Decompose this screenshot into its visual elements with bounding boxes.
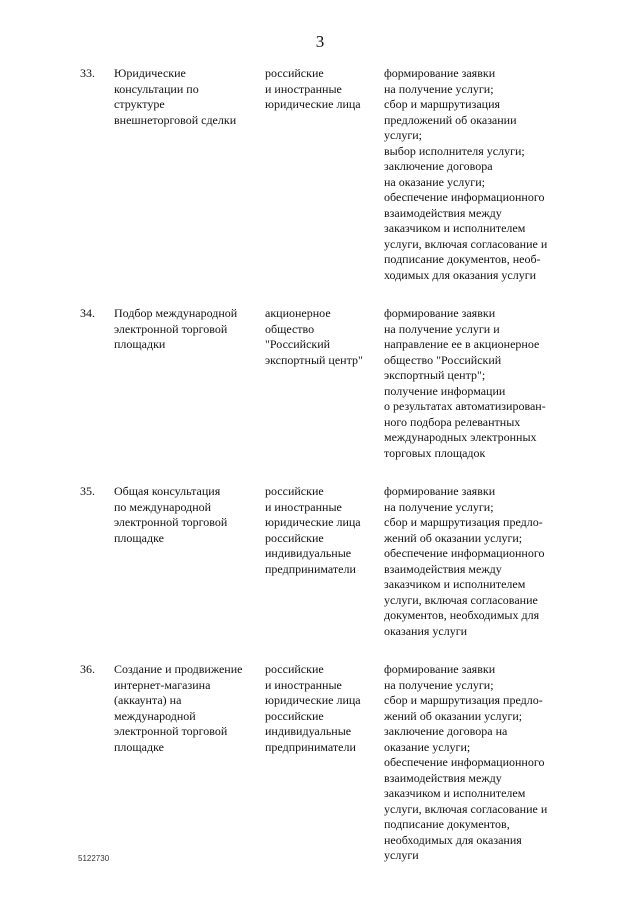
service-name-line: консультации по [114, 81, 199, 96]
service-actions-line: на получение услуги; [384, 677, 494, 692]
service-actions-line: общество "Российский [384, 352, 502, 367]
service-recipients-line: экспортный центр" [265, 352, 363, 367]
service-recipients-line: и иностранные [265, 499, 342, 514]
service-actions-line: заказчиком и исполнителем [384, 577, 526, 591]
service-actions-line: документов, необходимых для [384, 608, 540, 622]
service-actions-line: оказание услуги; [384, 739, 471, 754]
service-name-line: электронной торговой [114, 724, 228, 738]
service-name-line: электронной торговой [114, 321, 228, 336]
service-actions-line: получение информации [384, 383, 506, 398]
service-recipients-line: российские [265, 484, 324, 498]
service-actions-line: формирование заявки [384, 66, 496, 80]
service-name-line: интернет-магазина [114, 677, 211, 692]
service-recipients-line: и иностранные [265, 81, 342, 96]
service-actions [384, 484, 570, 639]
service-recipients [265, 66, 377, 113]
service-recipients-line: российские [265, 662, 324, 676]
service-actions-line: услуги [384, 848, 419, 862]
service-name-line: Подбор международной [114, 306, 238, 320]
service-actions-line: торговых площадок [384, 445, 486, 460]
service-actions-line: взаимодействия между [384, 770, 502, 785]
service-actions-line: сбор и маршрутизация предло- [384, 515, 543, 529]
service-actions-line: жений об оказании услуги; [384, 708, 523, 723]
service-actions-line: услуги, включая согласование и [384, 236, 548, 251]
service-recipients-line: российские [265, 530, 324, 545]
service-actions-line: обеспечение информационного [384, 190, 545, 204]
service-name-line: площадке [114, 739, 164, 754]
service-table [0, 66, 640, 864]
service-actions-line: оказания услуги [384, 623, 468, 638]
service-actions-line: услуги, включая согласование и [384, 801, 548, 816]
service-recipients-line: общество [265, 321, 315, 336]
service-actions-line: сбор и маршрутизация [384, 97, 501, 111]
service-actions-line: услуги, включая согласование [384, 592, 538, 607]
service-name-line: площадке [114, 530, 164, 545]
service-recipients-line: "Российский [265, 337, 331, 351]
service-actions-line: заключение договора [384, 159, 493, 173]
service-recipients-line: юридические лица [265, 515, 361, 529]
service-recipients-line: юридические лица [265, 97, 361, 111]
service-actions-line: направление ее в акционерное [384, 337, 540, 351]
row-number: 34. [80, 306, 95, 320]
service-recipients-line: индивидуальные [265, 546, 352, 560]
service-actions-line: экспортный центр"; [384, 368, 486, 382]
service-actions-line: предложений об оказании [384, 112, 517, 127]
service-name [114, 662, 254, 755]
service-recipients-line: предприниматели [265, 739, 356, 754]
service-name-line: площадки [114, 337, 166, 351]
service-actions-line: подписание документов, [384, 817, 510, 831]
service-actions-line: необходимых для оказания [384, 832, 522, 847]
service-actions-line: взаимодействия между [384, 205, 502, 220]
service-name [114, 66, 254, 128]
service-name-line: Общая консультация [114, 484, 221, 498]
service-recipients-line: и иностранные [265, 677, 342, 692]
service-name-line: структуре [114, 97, 165, 111]
service-recipients-line: акционерное [265, 306, 331, 320]
document-code: 5122730 [78, 854, 110, 863]
service-name-line: Юридические [114, 66, 186, 80]
table-row [0, 306, 640, 461]
service-actions-line: подписание документов, необ- [384, 252, 541, 266]
service-actions-line: на оказание услуги; [384, 174, 485, 189]
service-recipients [265, 306, 377, 368]
service-recipients [265, 484, 377, 577]
table-row [0, 662, 640, 864]
service-recipients-line: предприниматели [265, 561, 356, 576]
service-actions-line: заключение договора на [384, 724, 508, 738]
row-number: 35. [80, 484, 95, 498]
service-actions [384, 66, 570, 283]
service-actions-line: ходимых для оказания услуги [384, 267, 537, 282]
service-actions-line: сбор и маршрутизация предло- [384, 693, 543, 707]
service-recipients-line: индивидуальные [265, 724, 352, 738]
row-number: 33. [80, 66, 95, 80]
service-actions-line: о результатах автоматизирован- [384, 399, 546, 413]
service-name-line: Создание и продвижение [114, 662, 243, 676]
service-actions-line: на получение услуги; [384, 81, 494, 96]
service-recipients [265, 662, 377, 755]
page-number: 3 [315, 32, 325, 51]
service-actions-line: жений об оказании услуги; [384, 530, 523, 545]
service-actions [384, 662, 570, 864]
service-name-line: международной [114, 708, 196, 723]
table-row [0, 484, 640, 639]
service-actions-line: ного подбора релевантных [384, 414, 521, 429]
service-recipients-line: российские [265, 66, 324, 80]
service-actions-line: заказчиком и исполнителем [384, 221, 526, 235]
table-row [0, 66, 640, 283]
service-actions-line: выбор исполнителя услуги; [384, 143, 525, 158]
service-name-line: электронной торговой [114, 515, 228, 529]
service-actions-line: услуги; [384, 128, 422, 142]
service-actions-line: международных электронных [384, 430, 537, 444]
service-name-line: внешнеторговой сделки [114, 112, 237, 127]
service-name [114, 484, 254, 546]
row-number: 36. [80, 662, 95, 676]
service-actions-line: формирование заявки [384, 306, 496, 320]
service-actions-line: формирование заявки [384, 484, 496, 498]
service-actions-line: на получение услуги и [384, 321, 500, 336]
service-actions-line: взаимодействия между [384, 561, 502, 576]
service-recipients-line: юридические лица [265, 693, 361, 707]
service-recipients-line: российские [265, 708, 324, 723]
service-name-line: по международной [114, 499, 212, 514]
service-actions-line: заказчиком и исполнителем [384, 786, 526, 800]
service-actions-line: на получение услуги; [384, 499, 494, 514]
service-actions-line: формирование заявки [384, 662, 496, 676]
service-actions-line: обеспечение информационного [384, 755, 545, 769]
service-actions [384, 306, 570, 461]
service-name-line: (аккаунта) на [114, 693, 182, 707]
service-actions-line: обеспечение информационного [384, 546, 545, 560]
service-name [114, 306, 254, 353]
